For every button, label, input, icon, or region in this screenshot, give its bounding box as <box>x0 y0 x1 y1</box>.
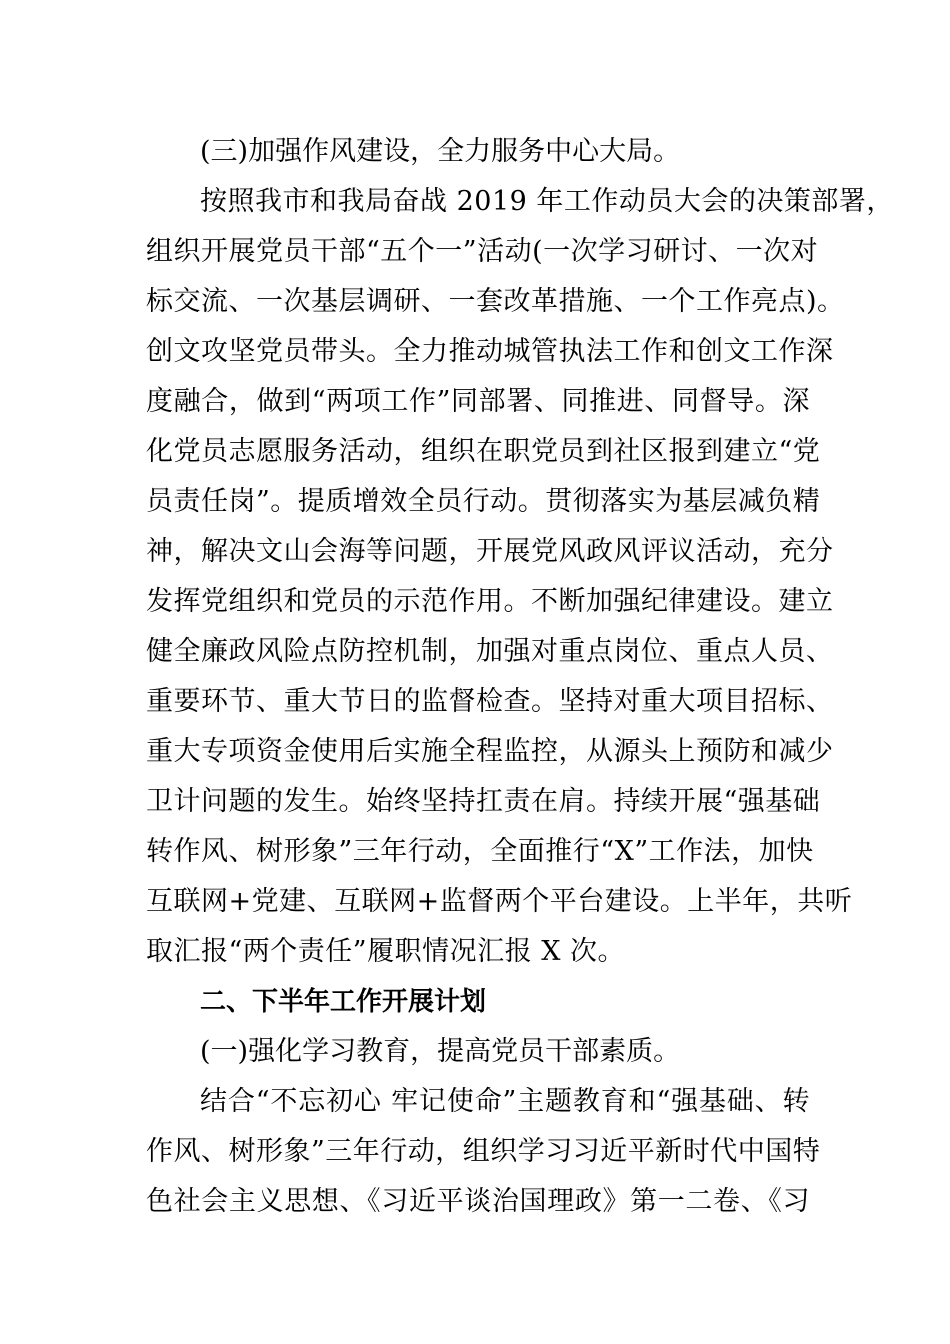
paragraph-line: 卫计问题的发生。始终坚持扛责在肩。持续开展“强基础 <box>146 786 821 817</box>
section-heading-3: (三)加强作风建设，全力服务中心大局。 <box>200 136 681 167</box>
paragraph-line: 员责任岗”。提质增效全员行动。贯彻落实为基层减负精 <box>146 486 821 517</box>
paragraph-line: 作风、树形象”三年行动，组织学习习近平新时代中国特 <box>146 1136 821 1167</box>
paragraph-line: 转作风、树形象”三年行动，全面推行“X”工作法，加快 <box>146 836 814 867</box>
paragraph-line: 健全廉政风险点防控机制，加强对重点岗位、重点人员、 <box>146 636 834 667</box>
paragraph-line: 化党员志愿服务活动，组织在职党员到社区报到建立“党 <box>146 436 821 467</box>
paragraph-line: 重要环节、重大节日的监督检查。坚持对重大项目招标、 <box>146 686 834 717</box>
paragraph-line: 色社会主义思想、《习近平谈治国理政》第一二卷、《习 <box>146 1186 810 1217</box>
paragraph-line: 结合“不忘初心 牢记使命”主题教育和“强基础、转 <box>200 1086 810 1117</box>
paragraph-line: 度融合，做到“两项工作”同部署、同推进、同督导。深 <box>146 386 810 417</box>
paragraph-line: 标交流、一次基层调研、一套改革措施、一个工作亮点)。 <box>146 286 845 317</box>
paragraph-line: 组织开展党员干部“五个一”活动(一次学习研讨、一次对 <box>146 236 819 267</box>
paragraph-line: 神，解决文山会海等问题，开展党风政风评议活动，充分 <box>146 536 834 567</box>
paragraph-line: 发挥党组织和党员的示范作用。不断加强纪律建设。建立 <box>146 586 834 617</box>
paragraph-line: 按照我市和我局奋战 2019 年工作动员大会的决策部署， <box>200 186 894 217</box>
paragraph-line: 互联网+党建、互联网+监督两个平台建设。上半年，共听 <box>146 886 853 917</box>
paragraph-line: 创文攻坚党员带头。全力推动城管执法工作和创文工作深 <box>146 336 834 367</box>
paragraph-line: 取汇报“两个责任”履职情况汇报 X 次。 <box>146 936 625 967</box>
section-heading-1: (一)强化学习教育，提高党员干部素质。 <box>200 1036 681 1067</box>
part-heading-2: 二、下半年工作开展计划 <box>200 987 487 1017</box>
paragraph-line: 重大专项资金使用后实施全程监控，从源头上预防和减少 <box>146 736 834 767</box>
